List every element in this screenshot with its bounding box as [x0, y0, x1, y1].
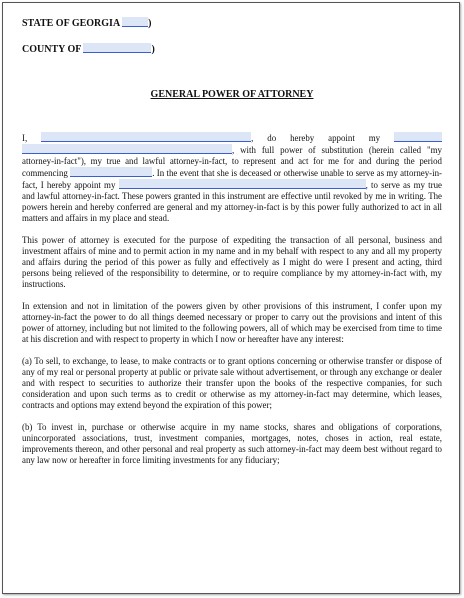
appointment-text-5: , to serve as my true and lawful attorney-in-fact. These powers granted in this instrument are effective until revoked by me in writing. The powers herein and hereby conferred are general and my attorney-in-fact is by this power fully authorized to act in all matters and affairs in my place and stead.: [22, 180, 442, 223]
principal-name-field[interactable]: [41, 132, 251, 142]
relationship-field[interactable]: [394, 132, 442, 142]
paragraph-purpose: This power of attorney is executed for the purpose of expediting the transaction of all personal, business and investment affairs of mine and to permit action in my name and in my behalf with respect to any and all my property and affairs during the period of this power as fully and effectively as I might do were I present and acting, third persons being relieved of the responsibility to determine, or to require compliance by my attorney-in-fact with, my instructions.: [22, 235, 442, 289]
appointment-text-2: , do hereby appoint my: [251, 133, 381, 143]
county-label: COUNTY OF: [22, 44, 81, 55]
paragraph-extension: In extension and not in limitation of the powers given by other provisions of this instrument, I confer upon my attorney-in-fact the power to do all things deemed necessary or proper to carry out the provisions and intent of this power of attorney, including but not limited to the following powers, all of which may be exercised from time to time at his discretion and with respect to property in which I now or hereafter have any interest:: [22, 301, 442, 344]
attorney-name-field[interactable]: [22, 144, 232, 154]
paragraph-power-a: (a) To sell, to exchange, to lease, to make contracts or to grant options concerning or otherwise transfer or dispose of any of my real or personal property at public or private sale without advertisement, or through any exchange or dealer and with respect to securities to authorize their transfer upon the books of the respective companies, for such consideration and upon such terms as to credit or otherwise as my attorney-in-fact may determine, which leases, contracts and options may extend beyond the expiration of this power;: [22, 356, 442, 410]
paragraph-appointment: [22, 132, 442, 224]
appointment-text-3: , with full power of substitution (herein called "my attorney-in-fact"), my true and lawful attorney-in-fact, to represent and act for me for and during the period commencing: [22, 145, 442, 178]
state-close-paren: ): [148, 18, 152, 29]
state-line: [22, 17, 442, 30]
alternate-attorney-name-field[interactable]: [211, 179, 366, 189]
appointment-text-4: . In the event that she is deceased or otherwise unable to serve as my attorney-in-fact, I hereby appoint my: [22, 168, 442, 190]
county-line: [22, 43, 442, 56]
commencement-date-field[interactable]: [70, 167, 152, 177]
appointment-text-1: I,: [22, 133, 28, 143]
document-page: [2, 2, 460, 594]
state-label: STATE OF GEORGIA: [22, 18, 120, 29]
alternate-relationship-field[interactable]: [119, 179, 211, 189]
state-field[interactable]: [122, 17, 148, 27]
county-field[interactable]: [83, 43, 151, 53]
document-body: [22, 17, 442, 477]
county-close-paren: ): [151, 44, 155, 55]
paragraph-power-b: (b) To invest in, purchase or otherwise acquire in my name stocks, shares and obligations of corporations, unincorporated associations, trust, investment companies, mortgages, notes, choses in action, real estate, improvements thereon, and other personal and real property as such attorney-in-fact may deem best without regard to any law now or hereafter in force limiting investments for any fiduciary;: [22, 422, 442, 465]
document-title: GENERAL POWER OF ATTORNEY: [150, 89, 314, 100]
